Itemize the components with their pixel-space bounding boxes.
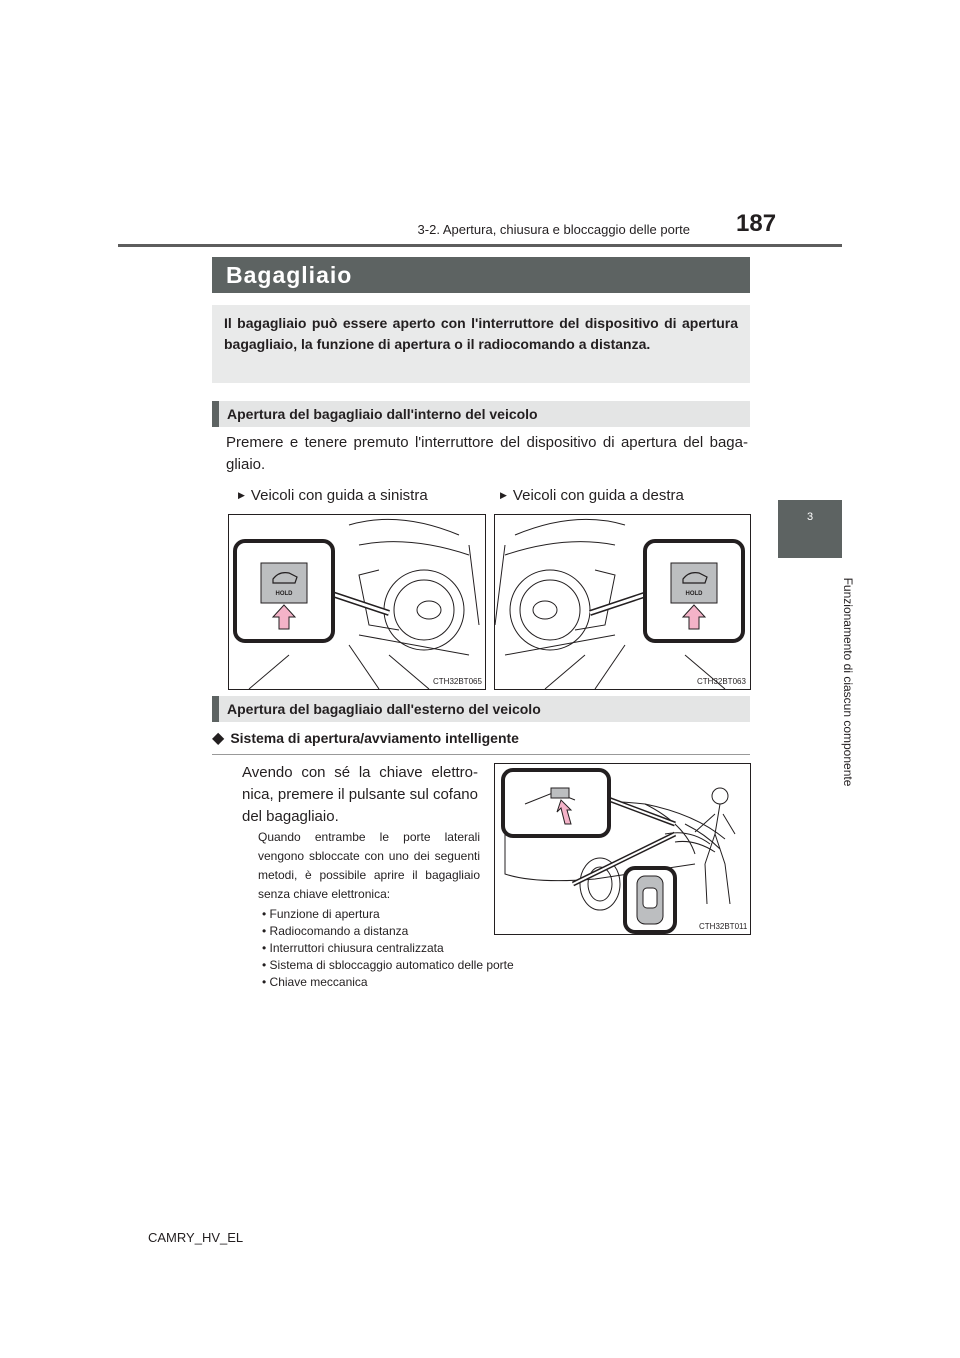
running-header: 3-2. Apertura, chiusura e bloccaggio delle porte — [417, 222, 690, 237]
inside-instruction: Premere e tenere premuto l'interruttore del dispositivo di apertura del baga-gliaio. — [226, 434, 748, 473]
page-number: 187 — [736, 210, 777, 237]
label-lhd: ▶ Veicoli con guida a sinistra — [238, 487, 428, 504]
list-item: • Radiocomando a distanza — [262, 923, 514, 940]
outside-instruction: Avendo con sé la chiave elettro-nica, premere il pulsante sul cofano del bagagliaio. — [242, 764, 478, 825]
section-title: Bagagliaio — [212, 257, 750, 293]
intro-box: Il bagagliaio può essere aperto con l'interruttore del dispositivo di apertura bagagliaio, la funzione di apertura o il radiocomando a distanza. — [212, 305, 750, 383]
triangle-bullet-icon: ▶ — [500, 490, 507, 500]
subheading-inside: Apertura del bagagliaio dall'interno del veicolo — [212, 401, 750, 427]
triangle-bullet-icon: ▶ — [238, 490, 245, 500]
hold-button-label-rhd: HOLD — [685, 591, 703, 597]
chapter-tab — [778, 500, 842, 558]
figure-code-rhd: CTH32BT063 — [697, 677, 746, 686]
label-rhd: ▶ Veicoli con guida a destra — [500, 487, 684, 504]
chapter-number: 3 — [806, 511, 814, 523]
dashboard-illustration-rhd — [495, 515, 750, 689]
list-item: • Interruttori chiusura centralizzata — [262, 940, 514, 957]
methods-list — [262, 906, 514, 991]
header-rule — [118, 244, 842, 247]
figure-code-trunk: CTH32BT011 — [699, 922, 748, 931]
figure-code-lhd: CTH32BT065 — [433, 677, 482, 686]
list-item: • Sistema di sbloccaggio automatico delle porte — [262, 957, 514, 974]
smart-entry-heading: ◆ Sistema di apertura/avviamento intelligente — [212, 728, 750, 755]
figure-lhd — [228, 514, 486, 690]
list-item: • Funzione di apertura — [262, 906, 514, 923]
figure-trunk — [494, 763, 751, 935]
dashboard-illustration-lhd — [229, 515, 485, 689]
footer-model-code: CAMRY_HV_EL — [148, 1230, 244, 1245]
trunk-illustration — [495, 764, 750, 934]
chapter-title: Funzionamento di ciascun componente — [841, 577, 855, 787]
list-item: • Chiave meccanica — [262, 974, 514, 991]
figure-rhd — [494, 514, 751, 690]
outside-note: Quando entrambe le porte laterali vengono sbloccate con uno dei seguenti metodi, è possibile aprire il bagagliaio senza chiave elettronica: — [258, 830, 480, 901]
diamond-bullet-icon: ◆ — [212, 730, 225, 747]
hold-button-label: HOLD — [275, 591, 293, 597]
subheading-outside: Apertura del bagagliaio dall'esterno del veicolo — [212, 696, 750, 722]
